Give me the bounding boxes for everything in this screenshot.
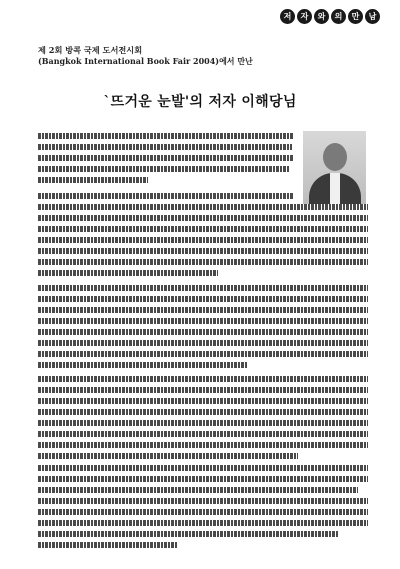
section-badges: [280, 9, 380, 24]
paragraph-2: [38, 193, 368, 281]
article-subtitle-line2: (Bangkok International Book Fair 2004)에서 만난: [38, 56, 253, 66]
badge: 만: [348, 9, 363, 24]
badge: 의: [331, 9, 346, 24]
paragraph-4: [38, 376, 368, 464]
badge: 남: [365, 9, 380, 24]
paragraph-5: [38, 465, 368, 553]
badge: 와: [314, 9, 329, 24]
paragraph-1: [38, 133, 294, 188]
article-subtitle-line1: 제 2회 방콕 국제 도서전시회: [38, 45, 143, 55]
article-title: `뜨거운 눈발'의 저자 이해당님: [103, 94, 297, 110]
paragraph-3: [38, 285, 368, 373]
badge: 자: [297, 9, 312, 24]
badge: 저: [280, 9, 295, 24]
